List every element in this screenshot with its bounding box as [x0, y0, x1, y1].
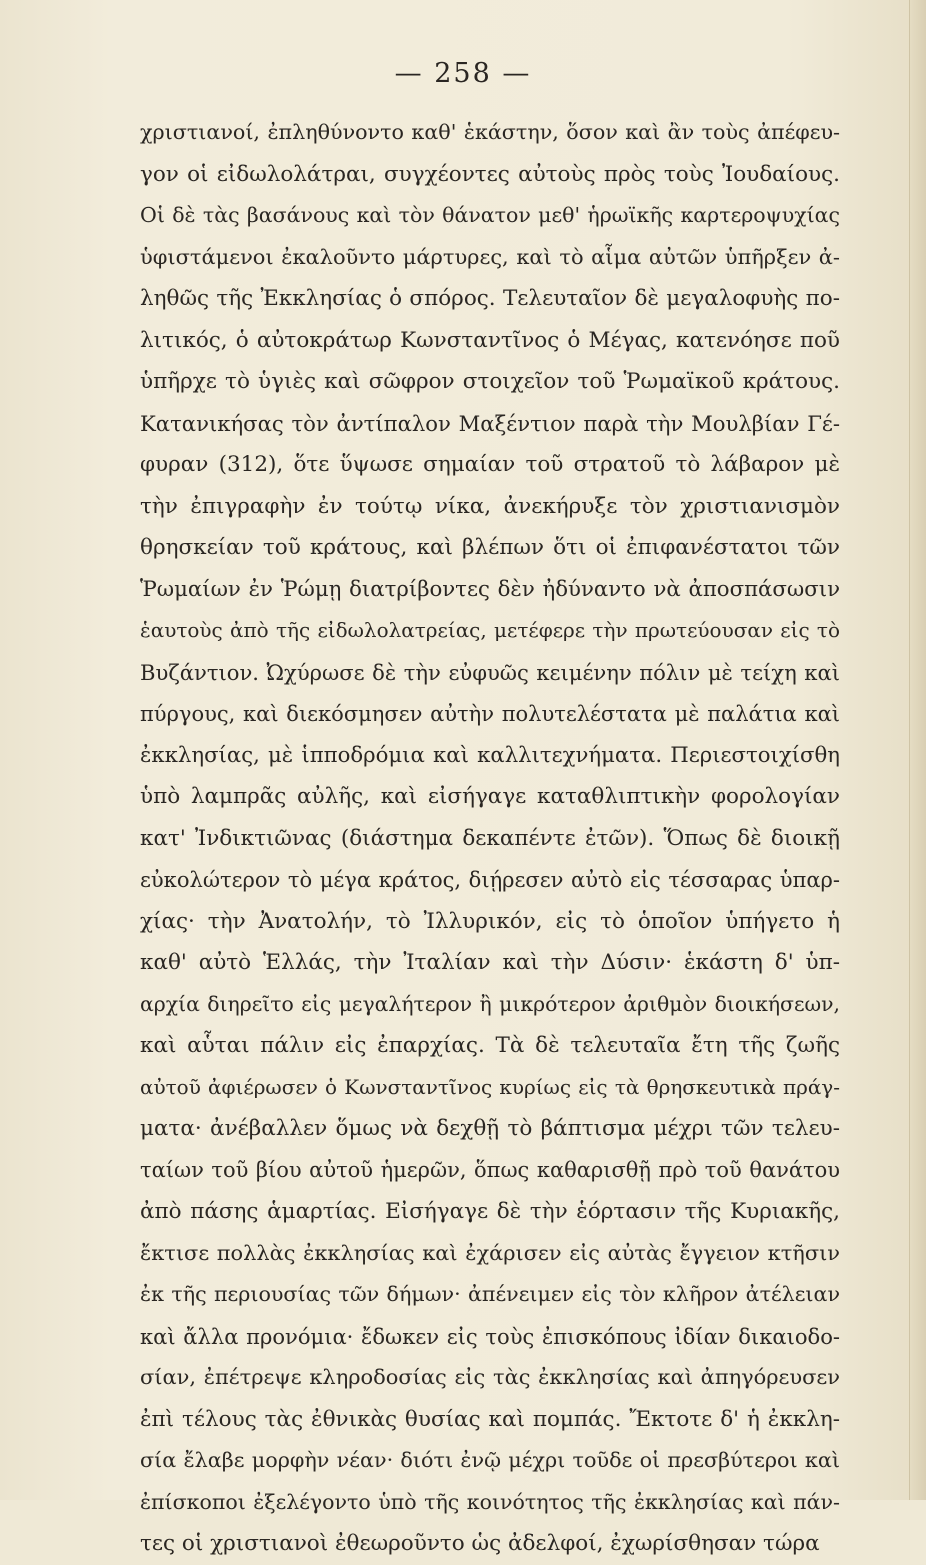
text-line: θρησκείαν τοῦ κράτους, καὶ βλέπων ὅτι οἱ ἐπιφανέστατοι τῶν — [140, 535, 840, 560]
text-line: καὶ ἄλλα προνόμια· ἔδωκεν εἰς τοὺς ἐπισκόπους ἰδίαν δικαιοδο- — [140, 1323, 840, 1349]
text-line: αὐτοῦ ἀφιέρωσεν ὁ Κωνσταντῖνος κυρίως εἰς τὰ θρησκευτικὰ πράγ- — [140, 1074, 840, 1099]
text-line: χίας· τὴν Ἀνατολήν, τὸ Ἰλλυρικόν, εἰς τὸ ὁποῖον ὑπήγετο ἡ — [140, 908, 840, 934]
text-line: σία ἔλαβε μορφὴν νέαν· διότι ἐνῷ μέχρι τοῦδε οἱ πρεσβύτεροι καὶ — [140, 1448, 840, 1472]
text-line: ἑαυτοὺς ἀπὸ τῆς εἰδωλολατρείας, μετέφερε τὴν πρωτεύουσαν εἰς τὸ — [140, 618, 840, 642]
text-line: αρχία διηρεῖτο εἰς μεγαλήτερον ἢ μικρότερον ἀριθμὸν διοικήσεων, — [140, 991, 840, 1016]
text-line: ἐπὶ τέλους τὰς ἐθνικὰς θυσίας καὶ πομπάς. Ἔκτοτε δ' ἡ ἐκκλη- — [140, 1406, 840, 1432]
text-line: ὑπῆρχε τὸ ὑγιὲς καὶ σῶφρον στοιχεῖον τοῦ Ῥωμαϊκοῦ κράτους. — [140, 369, 840, 394]
text-line: τες οἱ χριστιανοὶ ἐθεωροῦντο ὡς ἀδελφοί, ἐχωρίσθησαν τώρα — [140, 1531, 820, 1556]
text-line: Οἱ δὲ τὰς βασάνους καὶ τὸν θάνατον μεθ' ἡρωϊκῆς καρτεροψυχίας — [140, 203, 840, 227]
text-line: ἐκ τῆς περιουσίας τῶν δήμων· ἀπένειμεν εἰς τὸν κλῆρον ἀτέλειαν — [140, 1282, 840, 1306]
text-line: καθ' αὐτὸ Ἑλλάς, τὴν Ἰταλίαν καὶ τὴν Δύσιν· ἑκάστη δ' ὑπ- — [140, 950, 840, 975]
text-line: λιτικός, ὁ αὐτοκράτωρ Κωνσταντῖνος ὁ Μέγας, κατενόησε ποῦ — [140, 327, 840, 353]
text-line: τὴν ἐπιγραφὴν ἐν τούτῳ νίκα, ἀνεκήρυξε τὸν χριστιανισμὸν — [140, 493, 840, 519]
page-edge — [909, 0, 926, 1500]
text-line: ἔκτισε πολλὰς ἐκκλησίας καὶ ἐχάρισεν εἰς αὐτὰς ἔγγειον κτῆσιν — [140, 1240, 840, 1265]
text-line: ταίων τοῦ βίου αὐτοῦ ἡμερῶν, ὅπως καθαρισθῇ πρὸ τοῦ θανάτου — [140, 1157, 840, 1182]
page-number: — 258 — — [394, 58, 532, 89]
text-line: εὐκολώτερον τὸ μέγα κράτος, διῄρεσεν αὐτὸ εἰς τέσσαρας ὑπαρ- — [140, 867, 840, 892]
text-line: φυραν (312), ὅτε ὕψωσε σημαίαν τοῦ στρατοῦ τὸ λάβαρον μὲ — [140, 452, 840, 477]
text-line: ἀπὸ πάσης ἁμαρτίας. Εἰσήγαγε δὲ τὴν ἑόρτασιν τῆς Κυριακῆς, — [140, 1199, 840, 1224]
text-line: ἐπίσκοποι ἐξελέγοντο ὑπὸ τῆς κοινότητος τῆς ἐκκλησίας καὶ πάν- — [140, 1489, 840, 1514]
text-line: ληθῶς τῆς Ἐκκλησίας ὁ σπόρος. Τελευταῖον δὲ μεγαλοφυὴς πο- — [140, 286, 840, 311]
text-line: ὑφιστάμενοι ἐκαλοῦντο μάρτυρες, καὶ τὸ αἷμα αὐτῶν ὑπῆρξεν ἀ- — [140, 244, 840, 269]
text-line: πύργους, καὶ διεκόσμησεν αὐτὴν πολυτελέστατα μὲ παλάτια καὶ — [140, 701, 840, 726]
text-line: καὶ αὗται πάλιν εἰς ἐπαρχίας. Τὰ δὲ τελευταῖα ἔτη τῆς ζωῆς — [140, 1033, 840, 1058]
text-line: γον οἱ εἰδωλολάτραι, συγχέοντες αὐτοὺς πρὸς τοὺς Ἰουδαίους. — [140, 161, 840, 187]
text-line: Κατανικήσας τὸν ἀντίπαλον Μαξέντιον παρὰ τὴν Μουλβίαν Γέ- — [140, 410, 840, 436]
text-line: κατ' Ἰνδικτιῶνας (διάστημα δεκαπέντε ἐτῶν). Ὅπως δὲ διοικῇ — [140, 825, 840, 851]
text-line: Ῥωμαίων ἐν Ῥώμῃ διατρίβοντες δὲν ἠδύναντο νὰ ἀποσπάσωσιν — [140, 576, 840, 602]
text-line: ματα· ἀνέβαλλεν ὅμως νὰ δεχθῇ τὸ βάπτισμα μέχρι τῶν τελευ- — [140, 1116, 840, 1141]
text-line: χριστιανοί, ἐπληθύνοντο καθ' ἑκάστην, ὅσον καὶ ἂν τοὺς ἀπέφευ- — [140, 120, 840, 144]
text-line: ἐκκλησίας, μὲ ἱπποδρόμια καὶ καλλιτεχνήματα. Περιεστοιχίσθη — [140, 742, 840, 768]
text-line: ὑπὸ λαμπρᾶς αὐλῆς, καὶ εἰσήγαγε καταθλιπτικὴν φορολογίαν — [140, 784, 840, 809]
text-line: Βυζάντιον. Ὠχύρωσε δὲ τὴν εὐφυῶς κειμένην πόλιν μὲ τείχη καὶ — [140, 659, 840, 685]
text-line: σίαν, ἐπέτρεψε κληροδοσίας εἰς τὰς ἐκκλησίας καὶ ἀπηγόρευσεν — [140, 1365, 840, 1389]
body-text — [140, 112, 840, 1565]
